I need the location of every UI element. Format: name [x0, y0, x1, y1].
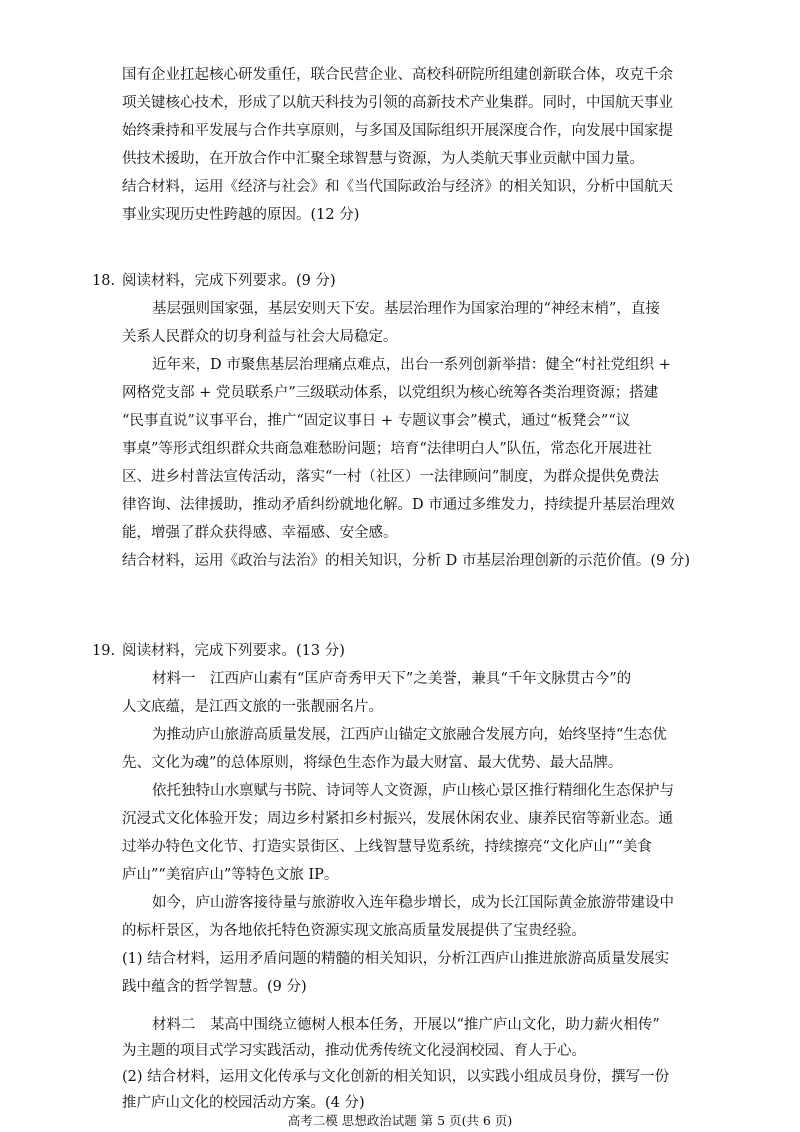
q17-prompt: 事业实现历史性跨越的原因。(12 分): [122, 207, 360, 223]
q19-line: 为主题的项目式学习实践活动，推动优秀传统文化浸润校园、育人于心。: [122, 1043, 586, 1059]
q19-material-1: 材料一 江西庐山素有“匡庐奇秀甲天下”之美誉，兼具“千年文脉贯古今”的: [152, 671, 632, 687]
q19-number: 19.: [92, 643, 116, 659]
q19-line: 先、文化为魂”的总体原则，将绿色生态作为最大财富、最大优势、最大品牌。: [122, 755, 623, 771]
q17-line: 始终秉持和平发展与合作共享原则，与多国及国际组织开展深度合作，向发展中国家提: [122, 123, 673, 139]
q18-prompt: 结合材料，运用《政治与法治》的相关知识，分析 D 市基层治理创新的示范价值。(9 分): [122, 553, 690, 569]
q18-line: “民事直说”议事平台，推广“固定议事日 + 专题议事会”模式，通过“板凳会”“议: [122, 413, 631, 429]
q17-line: 国有企业扛起核心研发重任，联合民营企业、高校科研院所组建创新联合体，攻克千余: [122, 67, 673, 83]
q19-subquestion-2: (2) 结合材料，运用文化传承与文化创新的相关知识，以实践小组成员身份，撰写一份: [122, 1069, 670, 1085]
q19-line: 人文底蕴，是江西文旅的一张靓丽名片。: [122, 699, 383, 715]
q19-line: 的标杆景区，为各地依托特色资源实现文旅高质量发展提供了宝贵经验。: [122, 923, 586, 939]
q19-subquestion-1: (1) 结合材料，运用矛盾问题的精髓的相关知识，分析江西庐山推进旅游高质量发展实: [122, 951, 670, 967]
q19-line: 过举办特色文化节、打造实景街区、上线智慧导览系统，持续擦亮“文化庐山”“美食: [122, 839, 652, 855]
q17-prompt: 结合材料，运用《经济与社会》和《当代国际政治与经济》的相关知识，分析中国航天: [122, 179, 673, 195]
page-footer: 高考二模 思想政治试题 第 5 页(共 6 页): [287, 1113, 513, 1128]
q19-subquestion-1: 践中蕴含的哲学智慧。(9 分): [122, 979, 307, 995]
q19-line: 庐山”“美宿庐山”等特色文旅 IP。: [122, 867, 339, 883]
q19-material-2: 材料二 某高中围绕立德树人根本任务，开展以“推广庐山文化，助力薪火相传”: [152, 1017, 660, 1033]
q18-line: 区、进乡村普法宣传活动，落实“一村（社区）一法律顾问”制度，为群众提供免费法: [122, 469, 659, 485]
q17-line: 项关键核心技术，形成了以航天科技为引领的高新技术产业集群。同时，中国航天事业: [122, 95, 673, 111]
q18-instruction: 阅读材料，完成下列要求。(9 分): [122, 273, 336, 289]
q18-line: 基层强则国家强，基层安则天下安。基层治理作为国家治理的“神经末梢”，直接: [152, 301, 660, 317]
q18-line: 律咨询、法律援助，推动矛盾纠纷就地化解。D 市通过多维发力，持续提升基层治理效: [122, 497, 675, 513]
q19-line: 沉浸式文化体验开发；周边乡村紧扣乡村振兴，发展休闲农业、康养民宿等新业态。通: [122, 811, 673, 827]
q19-line: 依托独特山水禀赋与书院、诗词等人文资源，庐山核心景区推行精细化生态保护与: [152, 783, 674, 799]
q19-line: 为推动庐山旅游高质量发展，江西庐山锚定文旅融合发展方向，始终坚持“生态优: [152, 727, 667, 743]
q18-line: 能，增强了群众获得感、幸福感、安全感。: [122, 525, 398, 541]
q19-line: 如今，庐山游客接待量与旅游收入连年稳步增长，成为长江国际黄金旅游带建设中: [152, 895, 674, 911]
q18-line: 近年来，D 市聚焦基层治理痛点难点，出台一系列创新举措：健全“村社党组织 +: [152, 357, 671, 373]
q17-line: 供技术援助，在开放合作中汇聚全球智慧与资源，为人类航天事业贡献中国力量。: [122, 151, 644, 167]
q18-number: 18.: [92, 273, 116, 289]
q19-instruction: 阅读材料，完成下列要求。(13 分): [122, 643, 345, 659]
q19-subquestion-2: 推广庐山文化的校园活动方案。(4 分): [122, 1095, 365, 1111]
q18-line: 事桌”等形式组织群众共商急难愁盼问题；培育“法律明白人”队伍，常态化开展进社: [122, 441, 652, 457]
q18-line: 关系人民群众的切身利益与社会大局稳定。: [122, 329, 398, 345]
q18-line: 网格党支部 + 党员联系户”三级联动体系，以党组织为核心统筹各类治理资源；搭建: [122, 385, 659, 401]
